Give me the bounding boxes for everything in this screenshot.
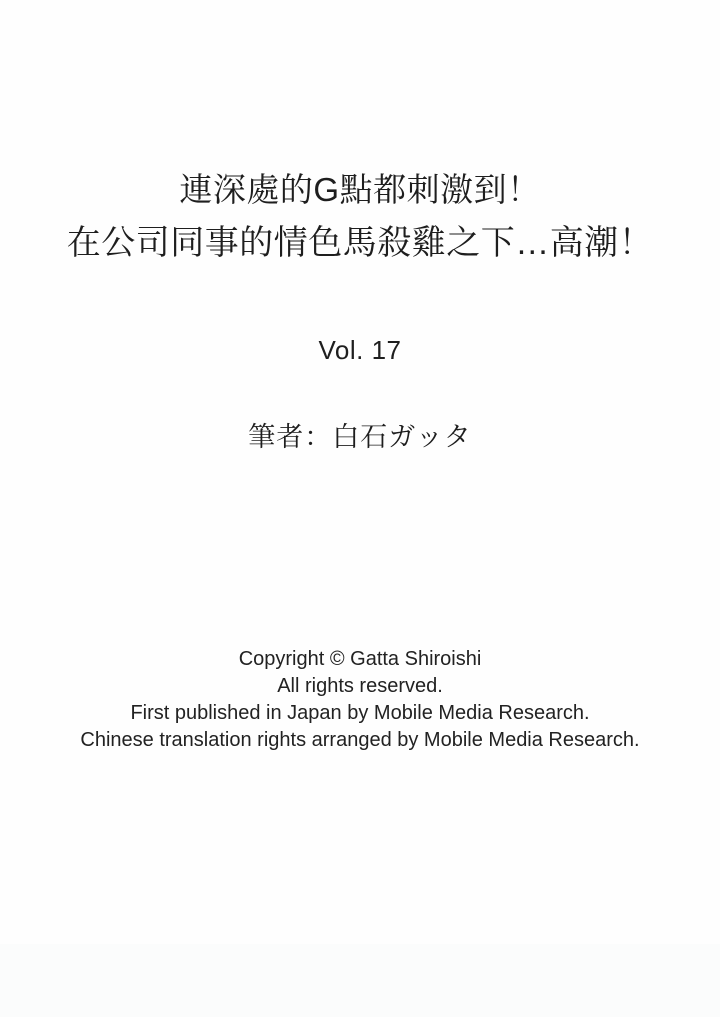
copyright-line-holder: Copyright © Gatta Shiroishi (238, 648, 482, 670)
author-label: 筆者：白石ガッタ (248, 422, 472, 452)
copyright-line-publisher: First published in Japan by Mobile Media Research. (130, 702, 590, 724)
volume-label: Vol. 17 (318, 335, 402, 365)
copyright-line-translation: Chinese translation rights arranged by Mobile Media Research. (80, 729, 640, 751)
title-line-1: 連深處的G點都刺激到！ (179, 171, 541, 208)
reader-background (0, 944, 720, 1017)
copyright-line-rights: All rights reserved. (277, 675, 443, 697)
copyright-block (0, 646, 720, 754)
title-line-2: 在公司同事的情色馬殺雞之下…高潮！ (66, 224, 654, 262)
